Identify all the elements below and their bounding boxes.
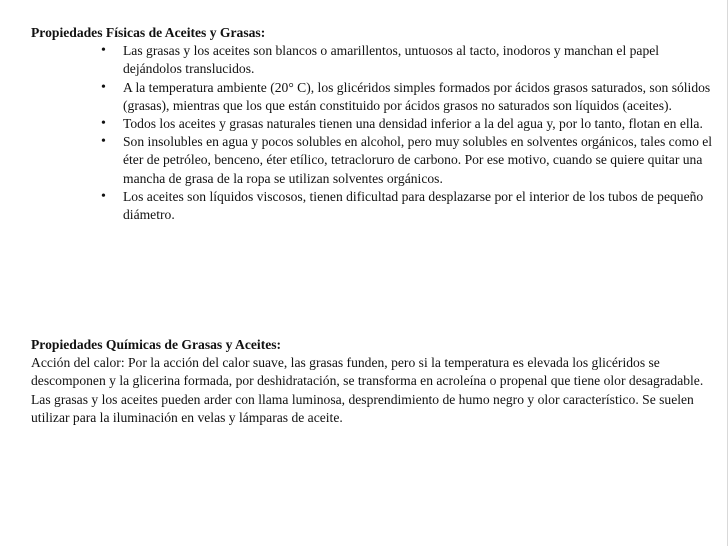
physical-properties-list (31, 42, 719, 224)
list-item (31, 115, 719, 133)
list-item-text: Todos los aceites y grasas naturales tienen una densidad inferior a la del agua y, por lo tanto, flotan en ella. (123, 116, 703, 132)
bullet-icon: • (101, 188, 106, 204)
bullet-icon: • (101, 43, 106, 59)
combustion-paragraph: Las grasas y los aceites pueden arder con llama luminosa, desprendimiento de humo negro y olor característico. Se suelen utilizar para la iluminación en velas y lámparas de aceite. (31, 391, 694, 425)
physical-properties-section (31, 24, 719, 224)
list-item-text: Los aceites son líquidos viscosos, tienen dificultad para desplazarse por el interior de los tubos de pequeño diámetro. (123, 188, 704, 223)
bullet-icon: • (101, 79, 106, 95)
bullet-icon: • (101, 134, 106, 150)
bullet-icon: • (101, 116, 106, 132)
list-item (31, 42, 719, 78)
list-item-text: Son insolubles en agua y pocos solubles en alcohol, pero muy solubles en solventes orgánicos, tales como el éter de petróleo, benceno, éter etílico, tetracloruro de carbono. Por ese motivo, cuando se quiere quitar una mancha de grasa de la ropa se utilizan solventes orgánicos. (123, 134, 713, 186)
physical-properties-heading: Propiedades Físicas de Aceites y Grasas: (31, 25, 266, 40)
heat-action-paragraph: Acción del calor: Por la acción del calor suave, las grasas funden, pero si la temperatura es elevada los glicéridos se descomponen y la glicerina formada, por deshidratación, se transforma en acroleína o propenal que tiene olor desagradable. (31, 355, 704, 389)
list-item (31, 188, 719, 224)
list-item-text: Las grasas y los aceites son blancos o amarillentos, untuosos al tacto, inodoros y manchan el papel dejándolos translucidos. (123, 43, 660, 77)
list-item-text: A la temperatura ambiente (20° C), los glicéridos simples formados por ácidos grasos saturados, son sólidos (grasas), mientras que los que están constituido por ácidos grasos no saturados son líquidos (aceites). (123, 79, 711, 113)
list-item (31, 79, 719, 115)
list-item (31, 133, 719, 188)
chemical-properties-section (31, 336, 719, 427)
chemical-properties-heading: Propiedades Químicas de Grasas y Aceites: (31, 337, 282, 352)
